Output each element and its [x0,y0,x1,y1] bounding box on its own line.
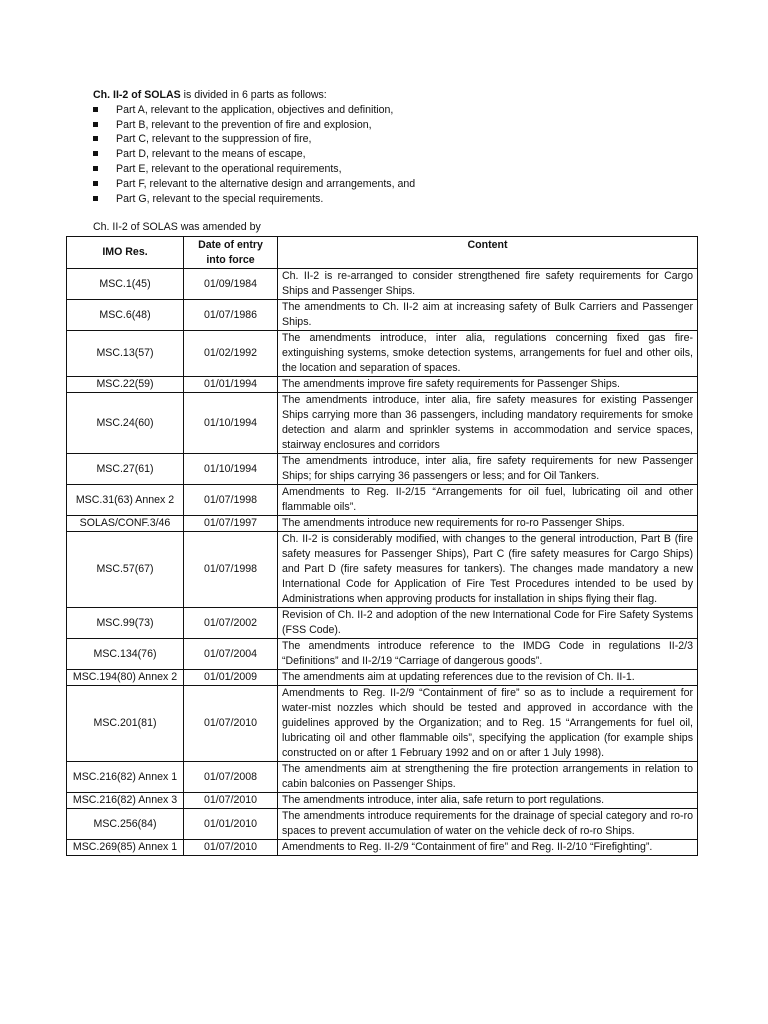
imo-res-cell: MSC.216(82) Annex 1 [67,762,184,793]
table-row [67,331,698,377]
content-cell: The amendments introduce reference to the IMDG Code in regulations II-2/3 “Definitions” and II-2/19 “Carriage of dangerous goods”. [278,639,698,670]
imo-res-cell: MSC.134(76) [67,639,184,670]
imo-res-cell: MSC.194(80) Annex 2 [67,670,184,686]
imo-res-cell: SOLAS/CONF.3/46 [67,516,184,532]
header-imo-res: IMO Res. [67,237,184,269]
intro-section [93,88,693,206]
parts-list-item [93,162,693,177]
table-header-row [67,237,698,269]
content-cell: The amendments introduce requirements for the drainage of special category and ro-ro spaces to prevent accumulation of water on the vehicle deck of ro-ro Ships. [278,809,698,840]
imo-res-cell: MSC.201(81) [67,686,184,762]
content-cell: Amendments to Reg. II-2/9 “Containment of fire” so as to include a requirement for water-mist nozzles which should be tested and approved in accordance with the guidelines approved by the Organization; and to Reg. 15 “Arrangements for fuel oil, lubricating oil and other flammable oils”, specifying the application (for example ships constructed on or after 1 February 1992 and on or after 1 July 1998). [278,686,698,762]
square-bullet-icon [93,107,98,112]
table-row [67,809,698,840]
date-cell: 01/07/1998 [184,532,278,608]
parts-list-item [93,192,693,207]
parts-list-item [93,103,693,118]
parts-list-item [93,118,693,133]
table-row [67,608,698,639]
imo-res-cell: MSC.1(45) [67,269,184,300]
square-bullet-icon [93,136,98,141]
content-cell: The amendments introduce, inter alia, regulations concerning fixed gas fire-extinguishing systems, smoke detection systems, arrangements for fuel and other oils, the location and separation of spaces. [278,331,698,377]
date-cell: 01/01/1994 [184,377,278,393]
content-cell: The amendments introduce, inter alia, fire safety measures for existing Passenger Ships carrying more than 36 passengers, including mandatory requirements for smoke detection and alarm and sprinkler systems in accommodation and service spaces, stairway enclosures and corridors [278,393,698,454]
table-row [67,516,698,532]
content-cell: The amendments improve fire safety requirements for Passenger Ships. [278,377,698,393]
content-cell: Revision of Ch. II-2 and adoption of the new International Code for Fire Safety Systems (FSS Code). [278,608,698,639]
date-cell: 01/10/1994 [184,454,278,485]
date-cell: 01/07/2010 [184,840,278,856]
part-label: Part B, relevant to the prevention of fire and explosion, [116,118,372,131]
date-cell: 01/07/2008 [184,762,278,793]
imo-res-cell: MSC.256(84) [67,809,184,840]
imo-res-cell: MSC.27(61) [67,454,184,485]
content-cell: Ch. II-2 is re-arranged to consider strengthened fire safety requirements for Cargo Ships and Passenger Ships. [278,269,698,300]
intro-heading [93,88,693,103]
table-row [67,485,698,516]
date-cell: 01/01/2010 [184,809,278,840]
amended-caption: Ch. II-2 of SOLAS was amended by [93,221,261,233]
content-cell: The amendments introduce, inter alia, safe return to port regulations. [278,793,698,809]
date-cell: 01/07/1986 [184,300,278,331]
table-row [67,269,698,300]
date-cell: 01/07/2010 [184,686,278,762]
part-label: Part D, relevant to the means of escape, [116,148,306,161]
imo-res-cell: MSC.99(73) [67,608,184,639]
parts-list-item [93,177,693,192]
table-row [67,670,698,686]
table-row [67,300,698,331]
content-cell: Amendments to Reg. II-2/9 “Containment of fire” and Reg. II-2/10 “Firefighting”. [278,840,698,856]
square-bullet-icon [93,181,98,186]
imo-res-cell: MSC.31(63) Annex 2 [67,485,184,516]
content-cell: Amendments to Reg. II-2/15 “Arrangements for oil fuel, lubricating oil and other flammable oils”. [278,485,698,516]
date-cell: 01/09/1984 [184,269,278,300]
imo-res-cell: MSC.269(85) Annex 1 [67,840,184,856]
header-content: Content [278,237,698,269]
parts-list [93,103,693,207]
square-bullet-icon [93,122,98,127]
table-row [67,840,698,856]
imo-res-cell: MSC.216(82) Annex 3 [67,793,184,809]
content-cell: The amendments aim at updating references due to the revision of Ch. II-1. [278,670,698,686]
part-label: Part A, relevant to the application, objectives and definition, [116,103,394,116]
imo-res-cell: MSC.24(60) [67,393,184,454]
part-label: Part F, relevant to the alternative design and arrangements, and [116,177,416,190]
square-bullet-icon [93,166,98,171]
table-row [67,393,698,454]
part-label: Part E, relevant to the operational requirements, [116,162,342,175]
date-cell: 01/07/2010 [184,793,278,809]
table-row [67,639,698,670]
intro-heading-bold: Ch. II-2 of SOLAS [93,89,181,101]
content-cell: The amendments introduce, inter alia, fire safety requirements for new Passenger Ships; for ships carrying 36 passengers or less; and for Oil Tankers. [278,454,698,485]
content-cell: Ch. II-2 is considerably modified, with changes to the general introduction, Part B (fire safety measures for Passenger Ships), Part C (fire safety measures for Cargo Ships) and Part D (fire safety measures for tankers). The changes made mandatory a new International Code for Application of Fire Test Procedures intended to be used by Administrations when approving products for installation in ships flying their flag. [278,532,698,608]
date-cell: 01/10/1994 [184,393,278,454]
content-cell: The amendments to Ch. II-2 aim at increasing safety of Bulk Carriers and Passenger Ships. [278,300,698,331]
imo-res-cell: MSC.57(67) [67,532,184,608]
date-cell: 01/02/1992 [184,331,278,377]
date-cell: 01/01/2009 [184,670,278,686]
amendments-table [66,236,698,856]
parts-list-item [93,132,693,147]
table-row [67,377,698,393]
table-row [67,793,698,809]
date-cell: 01/07/1998 [184,485,278,516]
table-row [67,686,698,762]
imo-res-cell: MSC.6(48) [67,300,184,331]
header-date: Date of entry into force [184,237,278,269]
part-label: Part C, relevant to the suppression of fire, [116,133,312,146]
square-bullet-icon [93,196,98,201]
part-label: Part G, relevant to the special requirements. [116,192,324,205]
square-bullet-icon [93,151,98,156]
parts-list-item [93,147,693,162]
imo-res-cell: MSC.13(57) [67,331,184,377]
intro-heading-rest: is divided in 6 parts as follows: [180,89,327,101]
date-cell: 01/07/2004 [184,639,278,670]
content-cell: The amendments aim at strengthening the fire protection arrangements in relation to cabin balconies on Passenger Ships. [278,762,698,793]
date-cell: 01/07/1997 [184,516,278,532]
table-body [67,269,698,856]
content-cell: The amendments introduce new requirements for ro-ro Passenger Ships. [278,516,698,532]
table-row [67,454,698,485]
table-row [67,762,698,793]
table-row [67,532,698,608]
date-cell: 01/07/2002 [184,608,278,639]
imo-res-cell: MSC.22(59) [67,377,184,393]
